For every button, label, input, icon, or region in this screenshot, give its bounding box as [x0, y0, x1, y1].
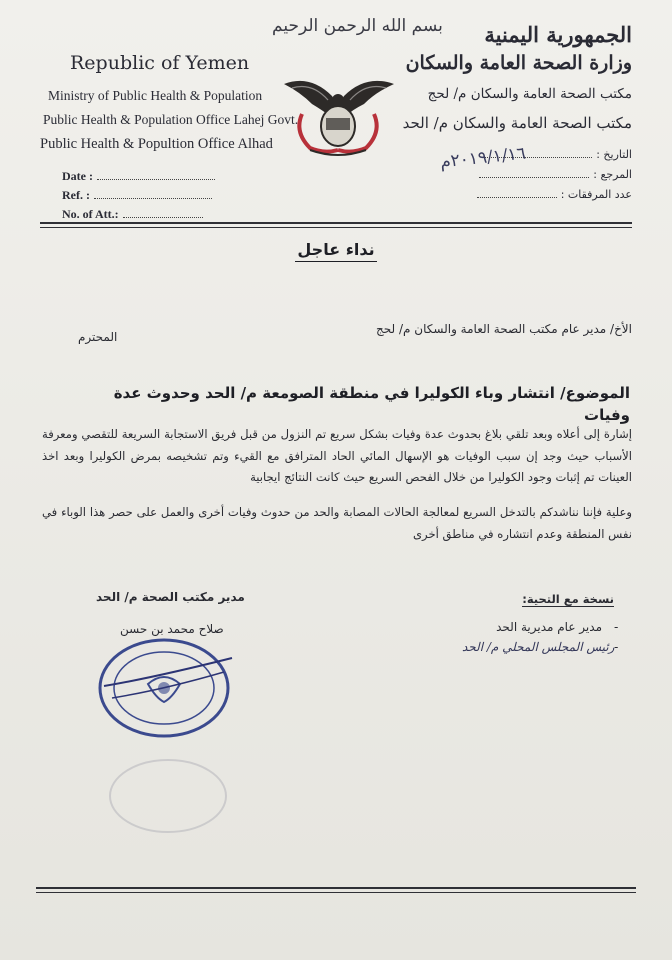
header-divider: [40, 222, 632, 224]
stamp-bleed-mark: [98, 752, 248, 842]
date-field-en: Date :: [62, 169, 215, 184]
office-lahej-en: Public Health & Population Office Lahej Govt.: [43, 112, 299, 127]
office-lahej-ar: مكتب الصحة العامة والسكان م/ لحج: [427, 86, 632, 102]
paragraph-1: إشارة إلى أعلاه وبعد تلقي بلاغ بحدوث عدة وفيات بشكل سريع تم النزول من قبل فريق الاستجابة السريعة للتقصي ومعرفة الأسباب حيث وجد إن سبب الوفيات هو الإسهال المائي الحاد المترافق مع القيء وتم تشخيصه بمرض الكوليرا وبعد اخذ العينات تم إثبات وجود الكوليرا من خلال الفحص السريع حيث كانت النتائج ايجابية: [42, 427, 632, 484]
title-text: نداء عاجل: [295, 240, 376, 262]
attachments-field-en: No. of Att.:: [62, 207, 203, 222]
signer-name: صلاح محمد بن حسن: [120, 622, 224, 636]
ministry-name-ar: وزارة الصحة العامة والسكان: [405, 52, 632, 74]
office-alhad-ar: مكتب الصحة العامة والسكان م/ الحد: [402, 114, 632, 132]
date-field-ar: التاريخ :: [482, 148, 632, 161]
copy-item-1: مدير عام مديرية الحد: [496, 620, 602, 634]
ministry-name-en: Ministry of Public Health & Population: [48, 88, 263, 103]
country-name-en: Republic of Yemen: [70, 52, 250, 74]
letter-title: [0, 240, 672, 259]
bullet-dash: -: [614, 620, 619, 634]
attachments-field-ar: عدد المرفقات :: [477, 188, 632, 201]
ref-field-en: Ref. :: [62, 188, 212, 203]
paragraph-2: وعلية فإننا نناشدكم بالتدخل السريع لمعالجة الحالات المصابة والحد من حدوث وفيات أخرى والعمل على حصر هذا الوباء في نفس المنطقة وعدم انتشاره في مناطق أخرى: [42, 505, 632, 541]
footer-divider-thin: [36, 892, 636, 893]
copy-heading: نسخة مع التحية:: [522, 592, 614, 606]
ref-field-ar: المرجع :: [479, 168, 632, 181]
copy-item-2-handwritten: رئيس المجلس المحلي م/ الحد: [462, 640, 615, 654]
header-divider-thin: [40, 227, 632, 228]
footer-divider: [36, 887, 636, 889]
yemen-eagle-emblem: [280, 70, 398, 158]
basmala-calligraphy: بسم الله الرحمن الرحيم: [272, 16, 443, 36]
subject-line: الموضوع/ انتشار وباء الكوليرا في منطقة الصومعة م/ الحد وحدوث عدة وفيات: [113, 384, 630, 424]
handwritten-date: ٢٠١٩/١/١٦م: [439, 143, 527, 173]
bullet-dash: -: [614, 640, 619, 654]
recipient-line: الأخ/ مدير عام مكتب الصحة العامة والسكان م/ لحج: [376, 322, 632, 336]
official-stamp: [92, 632, 242, 744]
office-alhad-en: Public Health & Popultion Office Alhad: [40, 136, 273, 152]
honorific: المحترم: [78, 330, 118, 344]
country-name-ar: الجمهورية اليمنية: [484, 22, 632, 47]
signer-title: مدير مكتب الصحة م/ الحد: [96, 590, 245, 604]
